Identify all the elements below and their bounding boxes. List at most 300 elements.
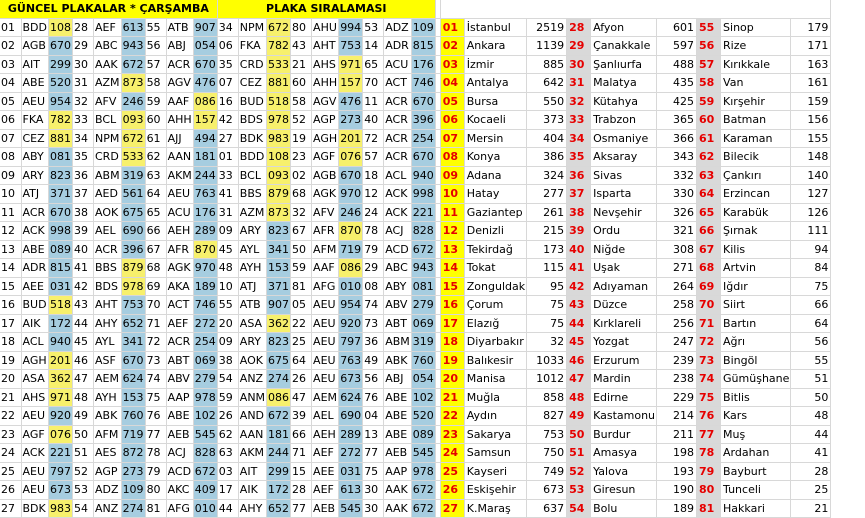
plate-province-no: 45 (73, 333, 94, 352)
plate-number: 672 (411, 481, 435, 500)
plate-number: 670 (49, 203, 73, 222)
plate-number: 943 (121, 37, 145, 56)
province-count: 148 (791, 148, 831, 167)
province-code: 74 (697, 370, 721, 389)
plate-letters: AAN (238, 425, 266, 444)
province-code: 12 (440, 222, 464, 241)
province-code: 32 (567, 92, 591, 111)
province-name: Niğde (591, 240, 657, 259)
province-count: 32 (527, 333, 567, 352)
province-name: Hakkari (721, 499, 791, 518)
plate-province-no: 56 (363, 370, 384, 389)
province-name: Hatay (464, 185, 526, 204)
province-name: Ardahan (721, 444, 791, 463)
province-name: Sivas (591, 166, 657, 185)
plate-province-no: 27 (217, 129, 238, 148)
province-name: Tokat (464, 259, 526, 278)
province-code: 04 (440, 74, 464, 93)
plate-number: 670 (411, 148, 435, 167)
plate-letters: ABE (384, 407, 412, 426)
province-name: Afyon (591, 18, 657, 37)
province-code: 08 (440, 148, 464, 167)
plate-province-no: 34 (73, 129, 94, 148)
province-count: 41 (791, 444, 831, 463)
table-row (0, 499, 831, 518)
province-code: 67 (697, 240, 721, 259)
plate-number: 520 (49, 74, 73, 93)
plate-letters: AIK (238, 481, 266, 500)
province-count: 55 (791, 351, 831, 370)
table-row (0, 444, 831, 463)
plate-letters: ACL (384, 166, 412, 185)
plate-letters: AEU (312, 314, 339, 333)
province-count: 66 (791, 296, 831, 315)
plate-number: 244 (193, 166, 217, 185)
province-code: 19 (440, 351, 464, 370)
plate-letters: ABK (94, 407, 122, 426)
plate-province-no: 17 (217, 481, 238, 500)
plate-number: 533 (267, 55, 291, 74)
plate-letters: AFG (312, 277, 339, 296)
province-name: Çanakkale (591, 37, 657, 56)
plate-number: 672 (121, 55, 145, 74)
plate-province-no: 24 (363, 203, 384, 222)
plate-province-no: 28 (73, 18, 94, 37)
plate-letters: AGV (312, 92, 339, 111)
plate-letters: AHY (94, 314, 122, 333)
province-count: 51 (791, 370, 831, 389)
plate-letters: AKM (238, 444, 266, 463)
plate-province-no: 75 (145, 388, 166, 407)
plate-number: 031 (339, 462, 363, 481)
province-count: 597 (657, 37, 697, 56)
plate-letters: AHU (312, 18, 339, 37)
province-count: 56 (791, 333, 831, 352)
plate-province-no: 68 (291, 185, 312, 204)
plate-number: 970 (339, 185, 363, 204)
province-name: Şırnak (721, 222, 791, 241)
plate-number: 069 (411, 314, 435, 333)
plate-province-no: 31 (73, 74, 94, 93)
province-count: 332 (657, 166, 697, 185)
plate-letters: ASA (238, 314, 266, 333)
plate-province-no: 67 (145, 240, 166, 259)
province-code: 42 (567, 277, 591, 296)
province-name: Kilis (721, 240, 791, 259)
province-code: 05 (440, 92, 464, 111)
plate-province-no: 59 (145, 92, 166, 111)
plate-province-no: 71 (291, 444, 312, 463)
plate-number: 978 (121, 277, 145, 296)
header-guncel: GÜNCEL PLAKALAR * ÇARŞAMBA (0, 0, 217, 18)
province-count: 25 (791, 481, 831, 500)
province-code: 64 (697, 185, 721, 204)
province-name: Giresun (591, 481, 657, 500)
province-count: 365 (657, 111, 697, 130)
plate-letters: AEE (312, 462, 339, 481)
plate-letters: AEM (94, 370, 122, 389)
province-count: 75 (527, 314, 567, 333)
plate-number: 828 (193, 444, 217, 463)
plate-province-no: 13 (0, 240, 21, 259)
plate-letters: AFG (166, 499, 193, 518)
plate-province-no: 64 (291, 351, 312, 370)
plate-letters: ACR (166, 55, 193, 74)
province-code: 62 (697, 148, 721, 167)
plate-number: 545 (411, 444, 435, 463)
province-code: 21 (440, 388, 464, 407)
province-name: Rize (721, 37, 791, 56)
plate-letters: AFV (94, 92, 122, 111)
province-code: 43 (567, 296, 591, 315)
plate-letters: ADR (21, 259, 49, 278)
plate-number: 672 (121, 129, 145, 148)
plate-letters: ACK (21, 222, 49, 241)
province-code: 14 (440, 259, 464, 278)
plate-letters: ASA (21, 370, 49, 389)
province-count: 2519 (527, 18, 567, 37)
plate-number: 978 (193, 388, 217, 407)
plate-number: 246 (339, 203, 363, 222)
plate-number: 971 (49, 388, 73, 407)
province-name: Gümüşhane (721, 370, 791, 389)
plate-letters: AGH (312, 129, 339, 148)
province-name: Bursa (464, 92, 526, 111)
plate-letters: ABE (21, 240, 49, 259)
plate-number: 670 (193, 55, 217, 74)
plate-number: 828 (411, 222, 435, 241)
plate-number: 879 (121, 259, 145, 278)
province-count: 425 (657, 92, 697, 111)
plate-number: 954 (339, 296, 363, 315)
plate-number: 272 (193, 314, 217, 333)
header-blank (440, 0, 831, 18)
plate-number: 881 (49, 129, 73, 148)
plate-letters: ATJ (238, 277, 266, 296)
plate-province-no: 81 (291, 277, 312, 296)
plate-province-no: 02 (291, 166, 312, 185)
plate-province-no: 15 (0, 277, 21, 296)
province-count: 271 (657, 259, 697, 278)
province-code: 38 (567, 203, 591, 222)
plate-letters: CRD (238, 55, 266, 74)
plate-province-no: 74 (145, 370, 166, 389)
plate-letters: AEU (312, 370, 339, 389)
province-name: Isparta (591, 185, 657, 204)
plate-letters: AEU (21, 462, 49, 481)
plate-number: 189 (193, 277, 217, 296)
province-count: 321 (657, 222, 697, 241)
province-count: 308 (657, 240, 697, 259)
plate-number: 873 (267, 203, 291, 222)
table-row (0, 18, 831, 37)
plate-number: 881 (267, 74, 291, 93)
plate-number: 675 (267, 351, 291, 370)
plate-letters: BUD (238, 92, 266, 111)
plate-letters: AIT (21, 55, 49, 74)
plate-letters: ADR (384, 37, 412, 56)
plate-province-no: 26 (0, 481, 21, 500)
plate-number: 299 (267, 462, 291, 481)
plate-province-no: 18 (363, 166, 384, 185)
plate-letters: AKA (166, 277, 193, 296)
province-code: 24 (440, 444, 464, 463)
plate-province-no: 10 (0, 185, 21, 204)
plate-number: 719 (121, 425, 145, 444)
plate-number: 409 (193, 481, 217, 500)
table-row (0, 425, 831, 444)
plate-number: 396 (121, 240, 145, 259)
plate-number: 746 (411, 74, 435, 93)
plate-province-no: 34 (217, 18, 238, 37)
plate-province-no: 74 (363, 296, 384, 315)
table-row (0, 92, 831, 111)
province-name: Uşak (591, 259, 657, 278)
plate-letters: ATB (166, 18, 193, 37)
plate-number: 172 (267, 481, 291, 500)
plate-letters: AEU (21, 92, 49, 111)
plate-letters: AHT (312, 37, 339, 56)
plate-number: 971 (339, 55, 363, 74)
plate-letters: FKA (21, 111, 49, 130)
plate-number: 823 (49, 166, 73, 185)
plate-number: 983 (49, 499, 73, 518)
plate-letters: AEH (166, 222, 193, 241)
province-count: 642 (527, 74, 567, 93)
plate-number: 181 (267, 425, 291, 444)
plate-letters: AEL (94, 222, 122, 241)
plate-province-no: 58 (291, 92, 312, 111)
plate-province-no: 62 (145, 148, 166, 167)
plate-province-no: 70 (145, 296, 166, 315)
plate-province-no: 60 (145, 111, 166, 130)
province-name: Nevşehir (591, 203, 657, 222)
plate-province-no: 73 (145, 351, 166, 370)
plate-number: 396 (411, 111, 435, 130)
plate-province-no: 04 (363, 407, 384, 426)
plate-province-no: 49 (363, 351, 384, 370)
plate-number: 274 (121, 499, 145, 518)
plate-letters: ABV (384, 296, 412, 315)
header-siralama: PLAKA SIRALAMASI (217, 0, 435, 18)
plate-number: 341 (121, 333, 145, 352)
plate-number: 069 (193, 351, 217, 370)
plate-number: 093 (267, 166, 291, 185)
plate-province-no: 60 (291, 74, 312, 93)
plate-letters: ACT (166, 296, 193, 315)
province-count: 404 (527, 129, 567, 148)
plate-letters: AEL (312, 407, 339, 426)
plate-province-no: 19 (0, 351, 21, 370)
plate-letters: BDK (21, 499, 49, 518)
plate-province-no: 08 (363, 277, 384, 296)
plate-letters: AZM (238, 203, 266, 222)
province-count: 1139 (527, 37, 567, 56)
plate-letters: AEM (312, 388, 339, 407)
plate-number: 221 (49, 444, 73, 463)
plate-letters: ARY (21, 166, 49, 185)
province-code: 81 (697, 499, 721, 518)
plate-number: 081 (411, 277, 435, 296)
plate-province-no: 44 (217, 499, 238, 518)
plate-province-no: 32 (73, 92, 94, 111)
plate-province-no: 37 (73, 185, 94, 204)
plate-letters: AGB (21, 37, 49, 56)
province-code: 68 (697, 259, 721, 278)
plate-number: 907 (267, 296, 291, 315)
province-name: Bartın (721, 314, 791, 333)
plate-province-no: 15 (291, 462, 312, 481)
province-name: Sakarya (464, 425, 526, 444)
plate-number: 670 (339, 166, 363, 185)
province-code: 18 (440, 333, 464, 352)
plate-letters: ACR (21, 203, 49, 222)
plate-province-no: 59 (291, 259, 312, 278)
plate-number: 613 (121, 18, 145, 37)
plate-province-no: 22 (291, 314, 312, 333)
plate-province-no: 01 (217, 148, 238, 167)
province-name: Kırıkkale (721, 55, 791, 74)
province-code: 41 (567, 259, 591, 278)
plate-letters: AEF (312, 444, 339, 463)
province-code: 78 (697, 444, 721, 463)
plate-number: 672 (411, 240, 435, 259)
table-row (0, 240, 831, 259)
province-name: Mardin (591, 370, 657, 389)
plate-number: 763 (339, 351, 363, 370)
province-count: 264 (657, 277, 697, 296)
plate-number: 279 (193, 370, 217, 389)
plate-letters: ATB (238, 296, 266, 315)
province-code: 37 (567, 185, 591, 204)
plate-letters: NPM (94, 129, 122, 148)
table-row (0, 462, 831, 481)
plate-letters: ACL (21, 333, 49, 352)
plate-province-no: 33 (73, 111, 94, 130)
plate-province-no: 10 (217, 277, 238, 296)
province-count: 215 (527, 222, 567, 241)
plate-number: 476 (339, 92, 363, 111)
table-row (0, 351, 831, 370)
plate-province-no: 09 (217, 333, 238, 352)
province-name: Osmaniye (591, 129, 657, 148)
plate-letters: AIK (21, 314, 49, 333)
province-count: 601 (657, 18, 697, 37)
plate-number: 081 (49, 148, 73, 167)
province-code: 80 (697, 481, 721, 500)
plate-letters: AEB (312, 499, 339, 518)
plate-letters: ACR (384, 129, 412, 148)
province-count: 885 (527, 55, 567, 74)
plate-letters: ACJ (166, 444, 193, 463)
plate-letters: AOK (238, 351, 266, 370)
province-name: Yalova (591, 462, 657, 481)
plate-number: 254 (411, 129, 435, 148)
province-name: Kırklareli (591, 314, 657, 333)
plate-number: 760 (411, 351, 435, 370)
province-count: 247 (657, 333, 697, 352)
plate-province-no: 06 (0, 111, 21, 130)
province-count: 326 (657, 203, 697, 222)
plate-letters: AEU (21, 407, 49, 426)
province-count: 94 (791, 240, 831, 259)
plate-province-no: 76 (363, 388, 384, 407)
plate-province-no: 17 (0, 314, 21, 333)
province-count: 126 (791, 203, 831, 222)
plate-letters: AAF (166, 92, 193, 111)
plate-province-no: 39 (291, 407, 312, 426)
province-name: Yozgat (591, 333, 657, 352)
plate-letters: ACD (384, 240, 412, 259)
province-count: 28 (791, 462, 831, 481)
plate-province-no: 38 (73, 203, 94, 222)
province-code: 57 (697, 55, 721, 74)
plate-letters: CEZ (238, 74, 266, 93)
plate-province-no: 11 (0, 203, 21, 222)
plate-number: 545 (193, 425, 217, 444)
province-name: Konya (464, 148, 526, 167)
plate-province-no: 21 (291, 55, 312, 74)
province-name: Amasya (591, 444, 657, 463)
plate-province-no: 30 (363, 499, 384, 518)
table-row (0, 407, 831, 426)
plate-province-no: 80 (145, 481, 166, 500)
plate-letters: AFM (312, 240, 339, 259)
province-code: 65 (697, 203, 721, 222)
province-code: 06 (440, 111, 464, 130)
plate-province-no: 20 (0, 370, 21, 389)
plate-letters: AEF (312, 481, 339, 500)
table-row (0, 277, 831, 296)
plate-province-no: 51 (73, 444, 94, 463)
plate-number: 102 (193, 407, 217, 426)
plate-number: 672 (267, 407, 291, 426)
plate-province-no: 21 (0, 388, 21, 407)
plate-letters: ABM (94, 166, 122, 185)
plate-letters: AGK (166, 259, 193, 278)
province-count: 749 (527, 462, 567, 481)
plate-province-no: 36 (73, 166, 94, 185)
province-code: 34 (567, 129, 591, 148)
plate-province-no: 23 (0, 425, 21, 444)
plate-letters: AYL (238, 240, 266, 259)
plate-letters: AGP (312, 111, 339, 130)
plate-province-no: 23 (291, 148, 312, 167)
province-code: 51 (567, 444, 591, 463)
plate-province-no: 63 (145, 166, 166, 185)
plate-number: 010 (193, 499, 217, 518)
province-code: 59 (697, 92, 721, 111)
plate-letters: AGV (166, 74, 193, 93)
province-name: Kars (721, 407, 791, 426)
province-code: 28 (567, 18, 591, 37)
province-count: 48 (791, 407, 831, 426)
table-row (0, 185, 831, 204)
plate-number: 054 (193, 37, 217, 56)
province-count: 189 (657, 499, 697, 518)
plate-number: 998 (49, 222, 73, 241)
province-name: İzmir (464, 55, 526, 74)
plate-letters: AHH (312, 74, 339, 93)
province-name: Eskişehir (464, 481, 526, 500)
province-code: 39 (567, 222, 591, 241)
plate-province-no: 77 (145, 425, 166, 444)
plate-number: 940 (411, 166, 435, 185)
province-code: 35 (567, 148, 591, 167)
plate-number: 272 (339, 444, 363, 463)
province-code: 10 (440, 185, 464, 204)
plate-province-no: 24 (0, 444, 21, 463)
